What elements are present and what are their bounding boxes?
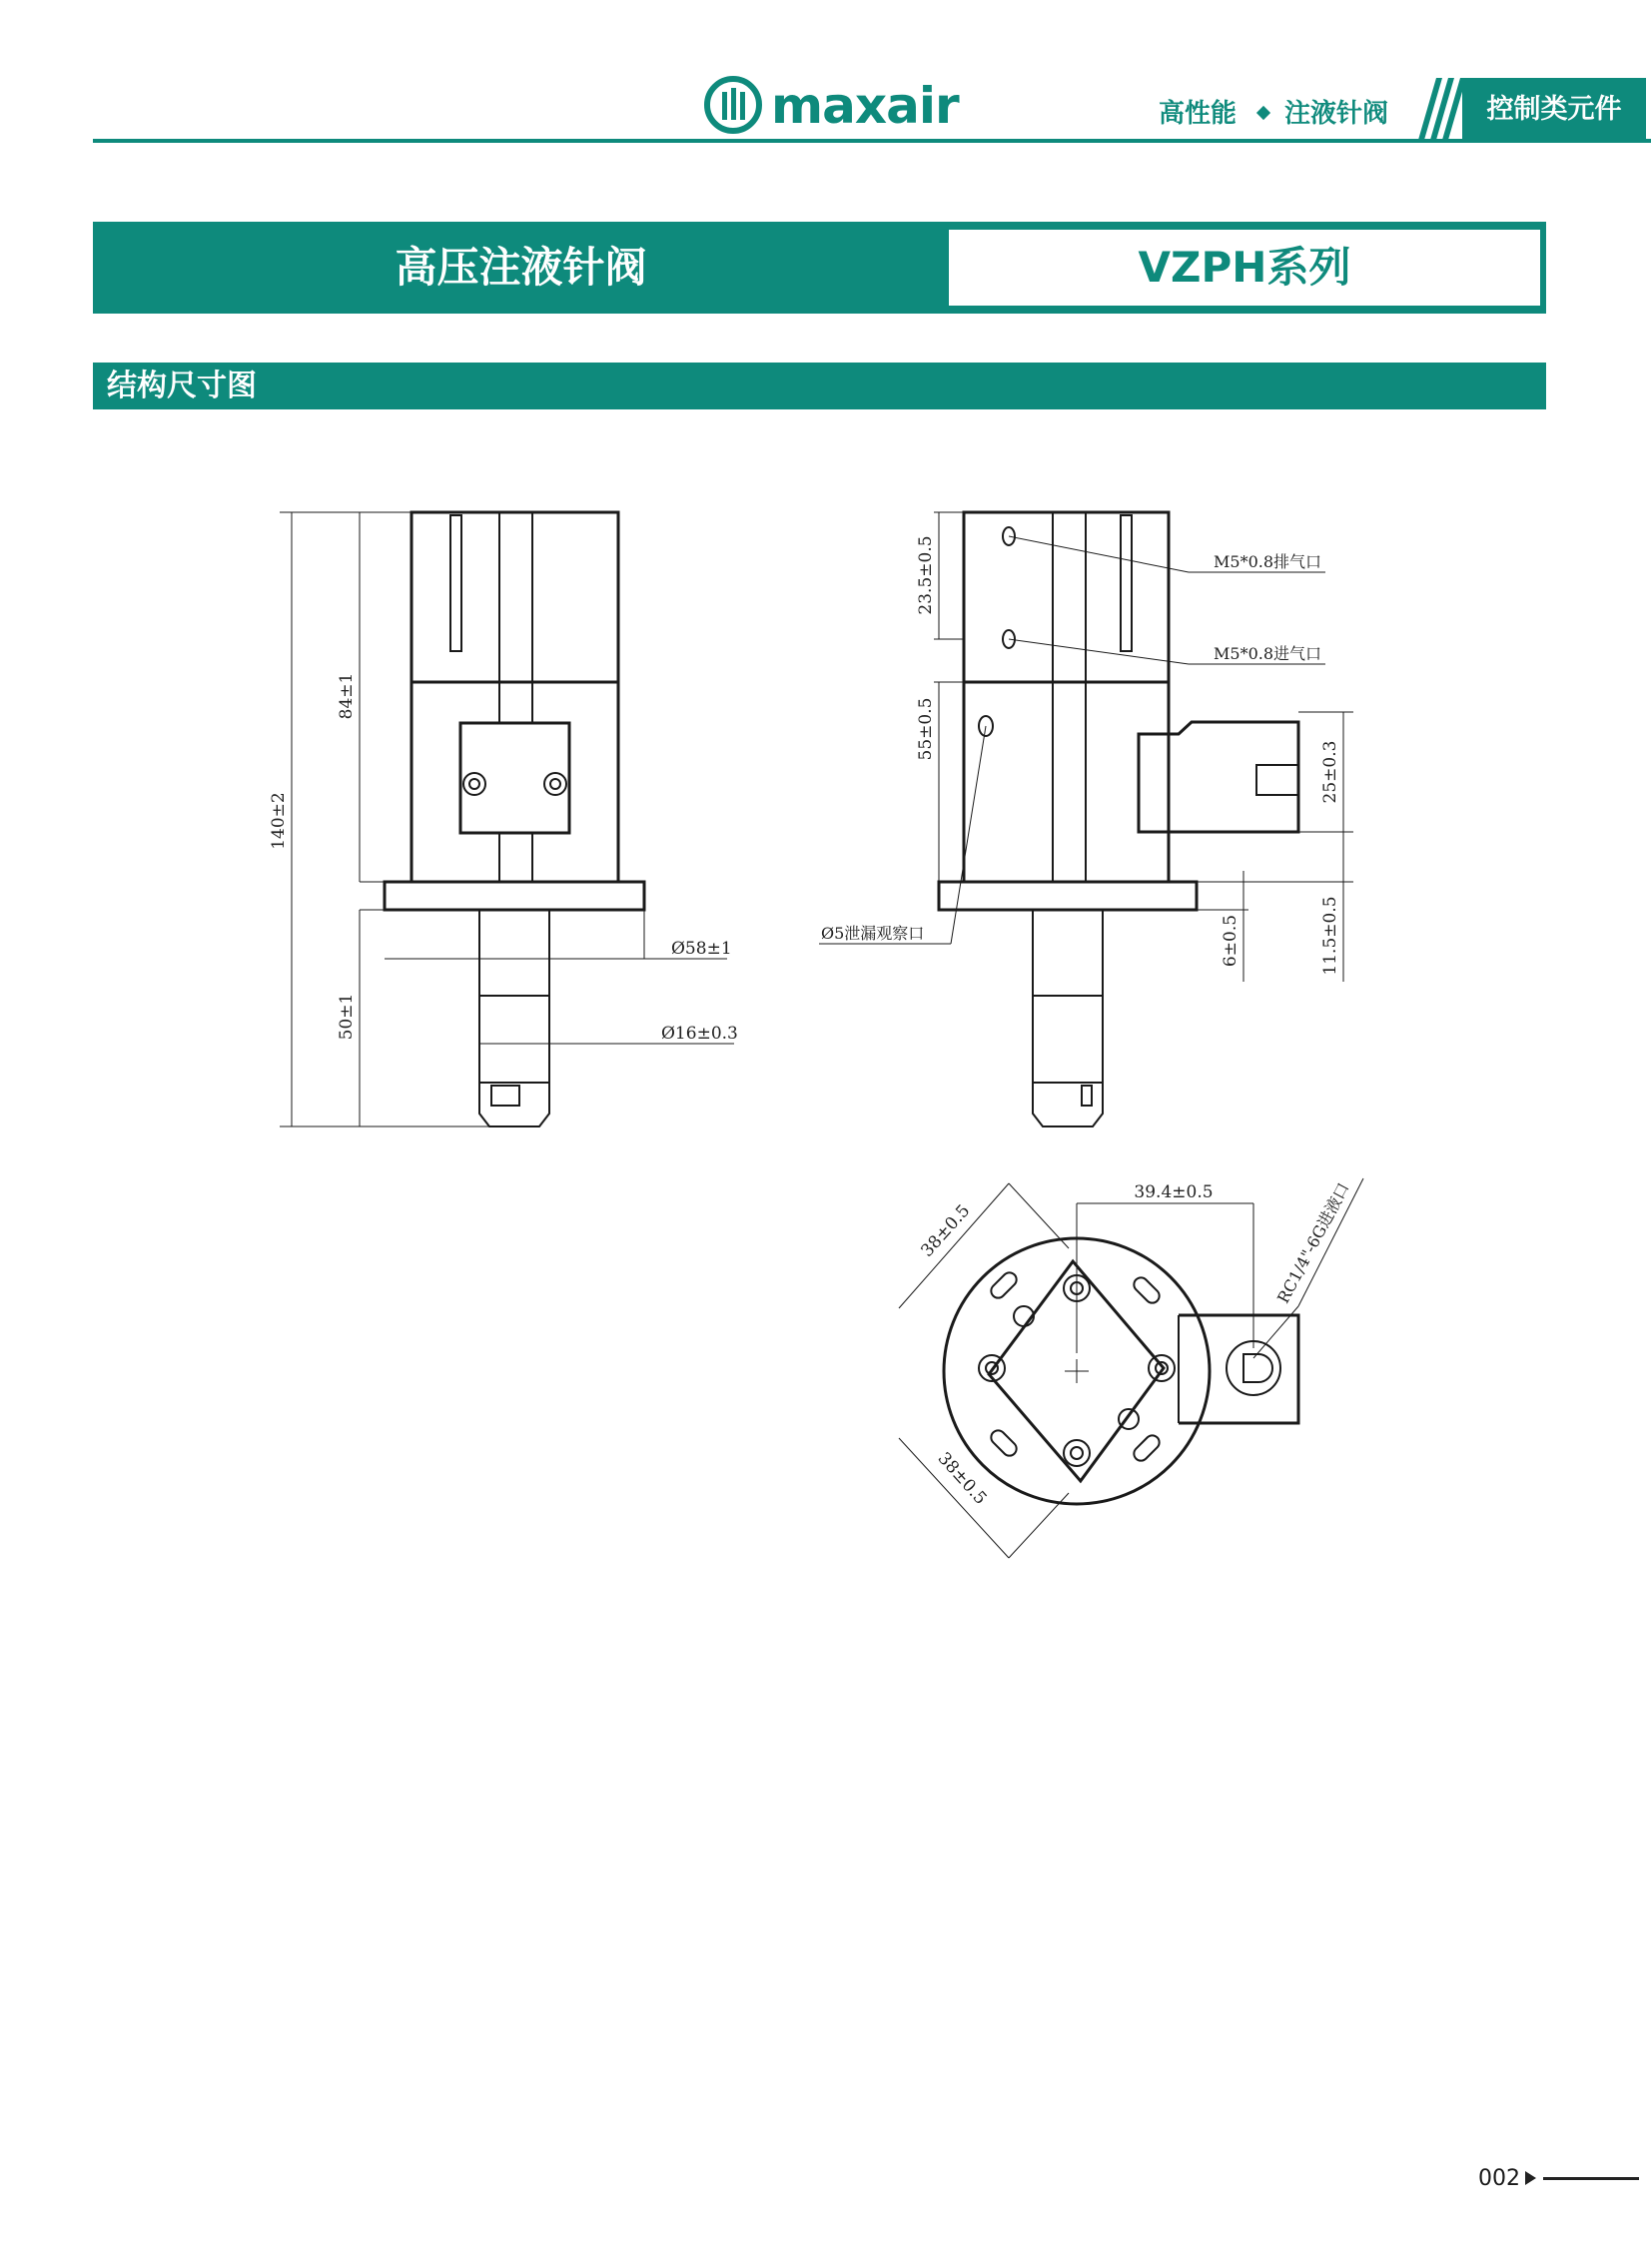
product-title: 高压注液针阀 <box>395 243 647 292</box>
dim-upper-height: 23.5±0.5 <box>916 535 936 615</box>
section-heading: 结构尺寸图 <box>93 363 1546 409</box>
label-intake-port: M5*0.8进气口 <box>1214 644 1322 663</box>
dim-body-height: 84±1 <box>337 672 357 720</box>
dim-square-bottom: 38±0.5 <box>933 1448 991 1509</box>
dim-flange-dia: Ø58±1 <box>671 939 732 959</box>
dim-shaft-length: 50±1 <box>337 993 357 1041</box>
brand-name: maxair <box>771 77 959 135</box>
dim-total-height: 140±2 <box>269 792 289 850</box>
bottom-view <box>899 1178 1363 1558</box>
dim-mid-height: 55±0.5 <box>916 697 936 761</box>
label-inlet-thread: RC1/4"-6G进液口 <box>1273 1179 1353 1307</box>
label-leak-port: Ø5泄漏观察口 <box>821 924 925 943</box>
label-exhaust-port: M5*0.8排气口 <box>1214 552 1322 571</box>
header-tag-performance: 高性能 <box>1159 99 1238 129</box>
page-arrow-icon <box>1525 2171 1536 2185</box>
dim-shaft-dia: Ø16±0.3 <box>661 1024 738 1044</box>
dim-square-top: 38±0.5 <box>917 1200 975 1261</box>
category-badge: 控制类元件 <box>1462 78 1646 142</box>
dim-flange-thickness: 6±0.5 <box>1221 914 1240 968</box>
dim-port-block-height: 25±0.3 <box>1320 740 1340 804</box>
page-rule <box>1543 2177 1639 2180</box>
series-title: VZPH系列 <box>949 230 1540 306</box>
page-number: 002 <box>1478 2166 1520 2191</box>
dim-bottom-width: 39.4±0.5 <box>1134 1182 1214 1202</box>
dim-port-offset: 11.5±0.5 <box>1320 896 1340 976</box>
header-tag-product: 注液针阀 <box>1284 99 1389 129</box>
side-view <box>819 512 1353 1126</box>
